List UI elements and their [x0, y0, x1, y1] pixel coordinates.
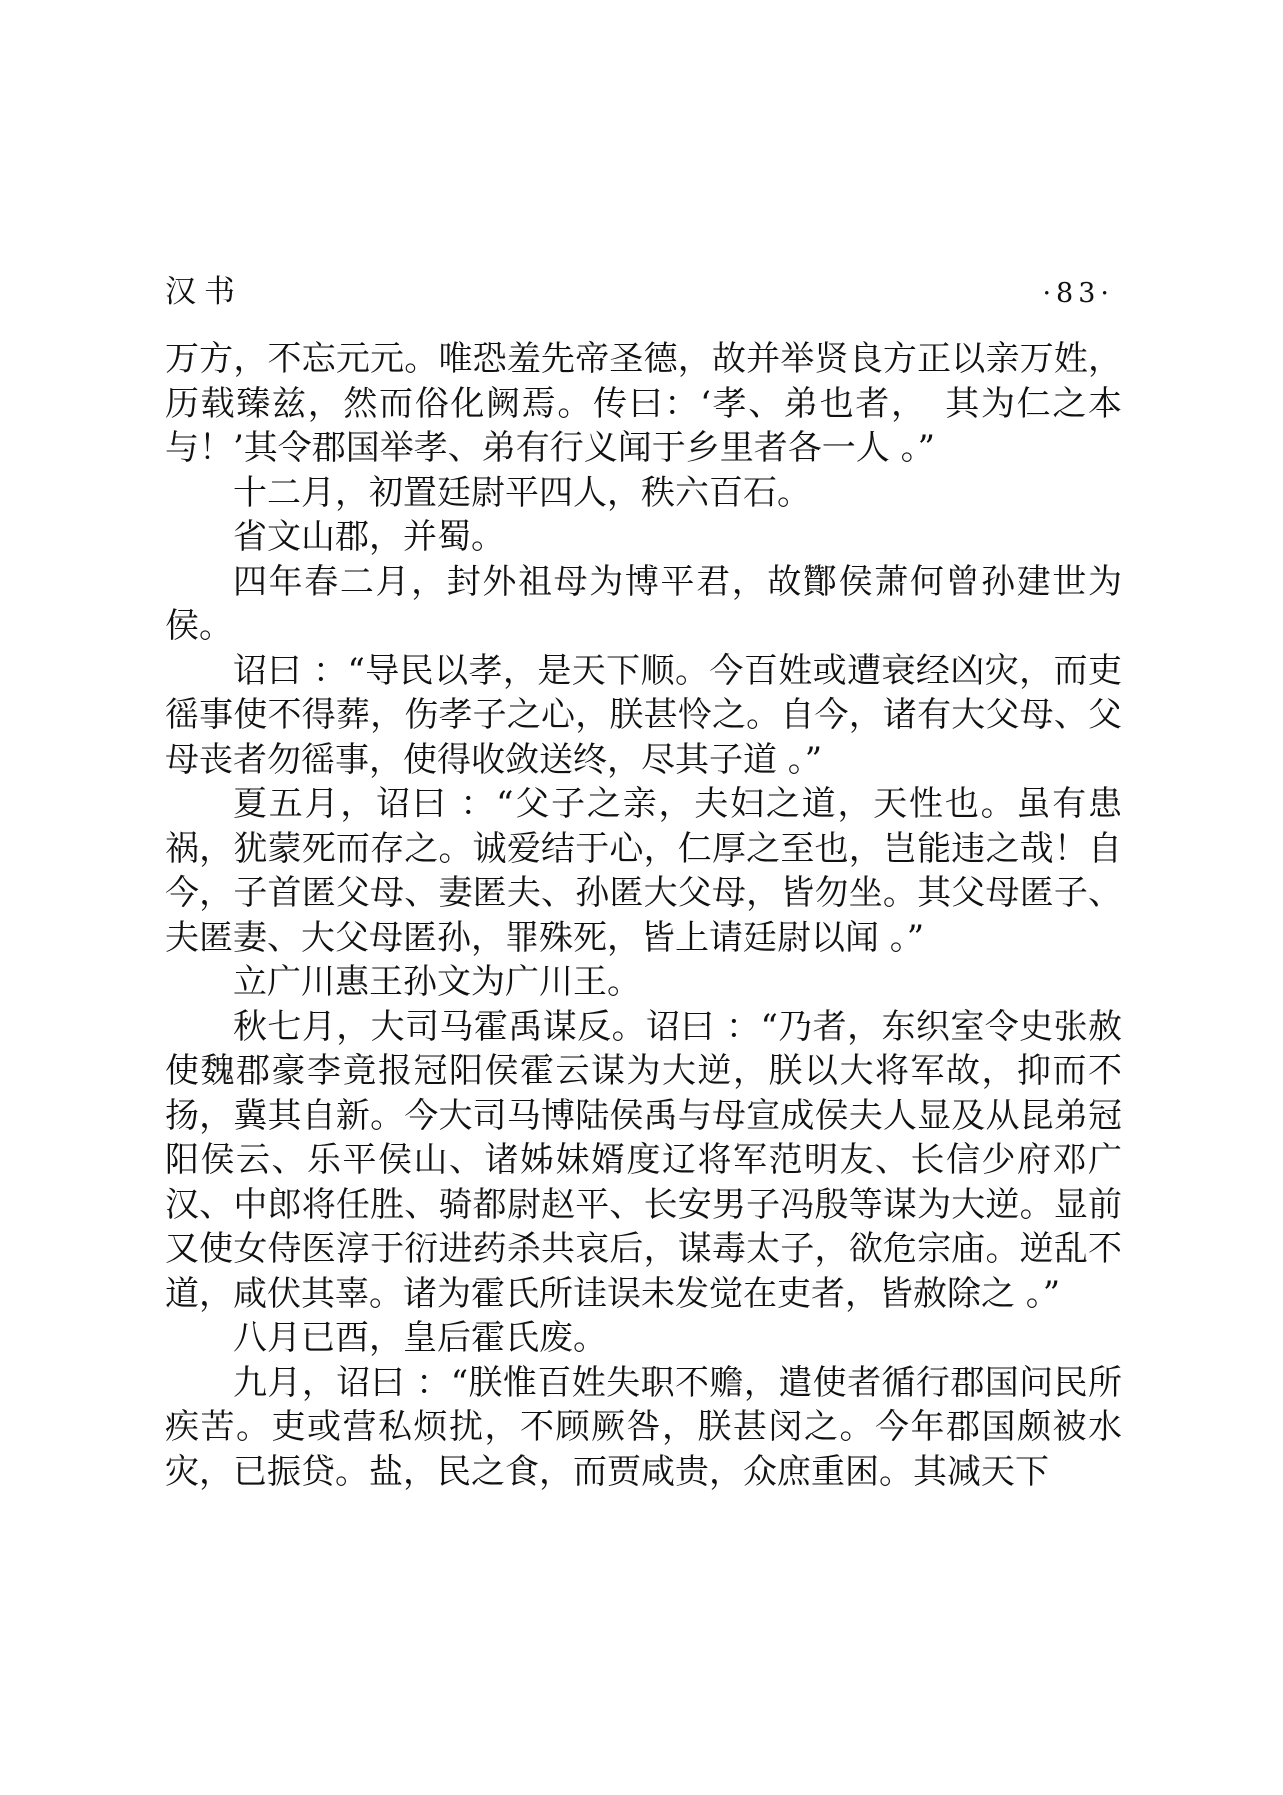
paragraph: 八月已酉，皇后霍氏废。 — [233, 1318, 607, 1358]
paragraph: 九月，诏曰 ：“朕惟百姓失职不赡，遣使者循行郡国问民所疾苦。吏或营私烦扰，不顾厥咎，朕甚闵之。今年郡国颇被水灾，已振贷。盐，民之食，而贾咸贵，众庶重困。其减天下 — [165, 1362, 1123, 1492]
book-title: 汉书 — [165, 274, 243, 310]
paragraph: 夏五月，诏曰 ：“父子之亲，夫妇之道，天性也。虽有患祸，犹蒙死而存之。诚爱结于心，仁厚之至也，岂能违之哉！自今，子首匿父母、妻匿夫、孙匿大父母，皆勿坐。其父母匿子、夫匿妻、大父母匿孙，罪殊死，皆上请廷尉以闻 。” — [165, 784, 1122, 958]
book-page — [165, 0, 1122, 1494]
page-number: ·83· — [1042, 278, 1114, 309]
paragraph: 诏曰 ：“导民以孝，是天下顺。今百姓或遭衰经凶灾，而吏徭事使不得葬，伤孝子之心，朕甚怜之。自今，诸有大父母、父母丧者勿徭事，使得收敛送终，尽其子道 。” — [165, 650, 1122, 780]
body-text — [165, 337, 1122, 1494]
paragraph: 立广川惠王孙文为广川王。 — [233, 962, 641, 1002]
paragraph: 四年春二月，封外祖母为博平君，故酇侯萧何曾孙建世为侯。 — [165, 561, 1122, 646]
paragraph: 秋七月，大司马霍禹谋反。诏曰 ：“乃者，东织室令史张赦使魏郡豪李竟报冠阳侯霍云谋为大逆，朕以大将军故，抑而不扬，冀其自新。今大司马博陆侯禹与母宣成侯夫人显及从昆弟冠阳侯云、乐平侯山、诸姊妹婿度辽将军范明友、长信少府邓广汉、中郎将任胜、骑都尉赵平、长安男子冯殷等谋为大逆。显前又使女侍医淳于衍进药杀共哀后，谋毒太子，欲危宗庙。逆乱不道，咸伏其辜。诸为霍氏所诖误未发觉在吏者，皆赦除之 。” — [165, 1006, 1122, 1314]
paragraph-continuation: 万方，不忘元元。唯恐羞先帝圣德，故并举贤良方正以亲万姓，历载臻兹，然而俗化阙焉。传曰：‘孝、弟也者， 其为仁之本与！’其令郡国举孝、弟有行义闻于乡里者各一人 。” — [165, 339, 1122, 468]
page-header — [165, 266, 1122, 311]
paragraph: 十二月，初置廷尉平四人，秩六百石。 — [233, 472, 811, 513]
paragraph: 省文山郡，并蜀。 — [233, 517, 505, 557]
